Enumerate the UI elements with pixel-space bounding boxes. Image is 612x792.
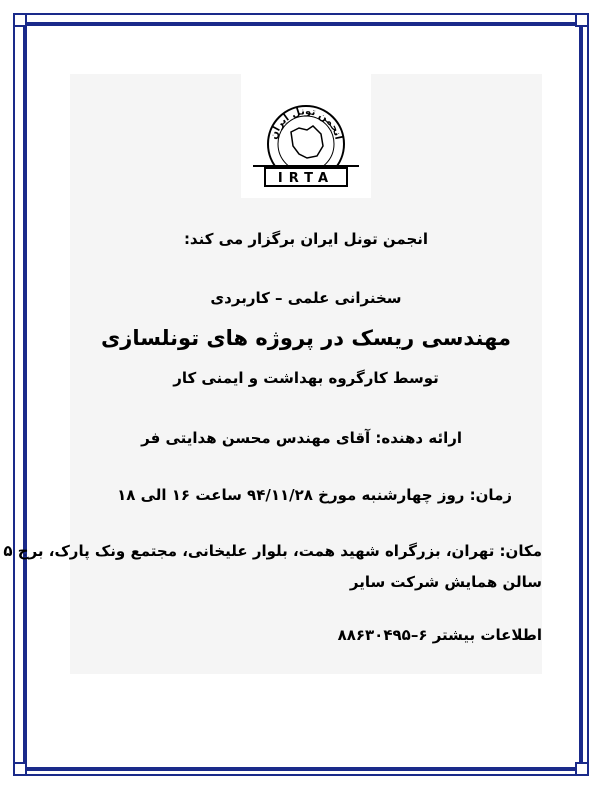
iran-map-icon — [291, 126, 323, 158]
location-line-1: مکان: تهران، بزرگراه شهید همت، بلوار علیخانی، مجتمع ونک پارک، برج ۵ — [3, 542, 542, 560]
event-by: توسط کارگروه بهداشت و ایمنی کار — [173, 369, 439, 387]
event-type: سخنرانی علمی – کاربردی — [210, 289, 402, 307]
event-title: مهندسی ریسک در پروژه های تونلسازی — [100, 326, 511, 350]
irta-logo — [241, 74, 371, 198]
logo-arc-text: انجمن تونل ایران — [268, 106, 344, 141]
corner-ornament — [575, 13, 589, 27]
info-line: اطلاعات بیشتر ۶–۸۸۶۳۰۴۹۵ — [337, 626, 542, 644]
corner-ornament — [13, 13, 27, 27]
corner-ornament — [575, 762, 589, 776]
location-line-2: سالن همایش شرکت سایر — [349, 573, 542, 591]
svg-text:انجمن تونل ایران — [268, 106, 343, 141]
presenter-line: ارائه دهنده: آقای مهندس محسن هدایتی فر — [141, 429, 462, 447]
corner-ornament — [13, 762, 27, 776]
organizer-line: انجمن تونل ایران برگزار می کند: — [183, 230, 429, 248]
logo-acronym: IRTA — [277, 171, 335, 186]
time-line: زمان: روز چهارشنبه مورخ ۹۴/۱۱/۲۸ ساعت ۱۶ الی ۱۸ — [117, 486, 512, 504]
